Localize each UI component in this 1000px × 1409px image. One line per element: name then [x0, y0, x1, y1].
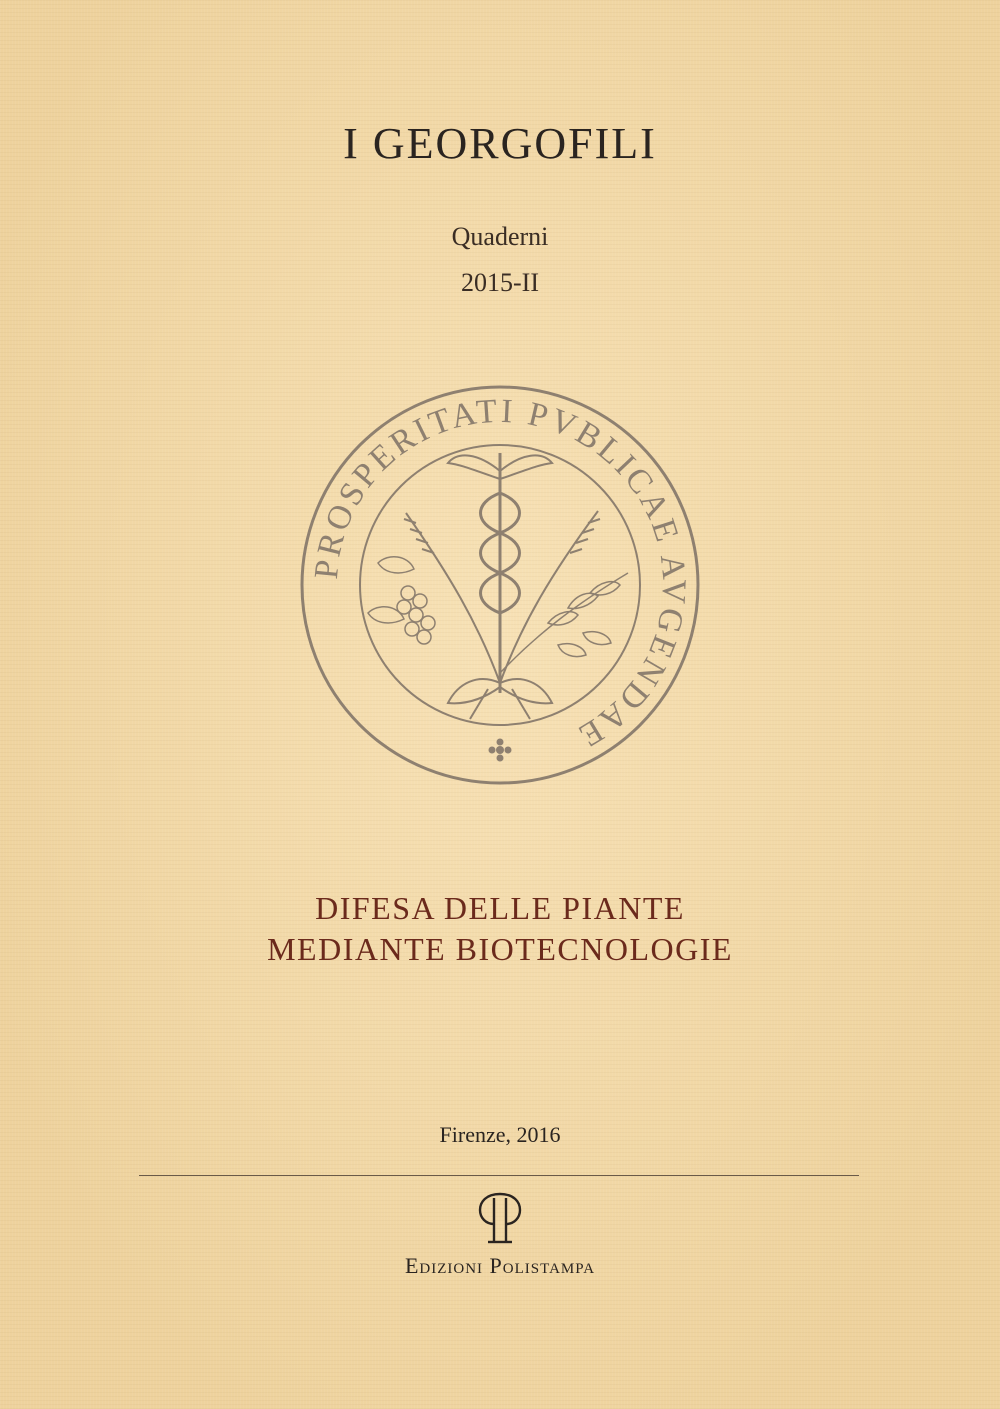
series-title: I GEORGOFILI — [343, 119, 657, 168]
divider-rule — [139, 1175, 859, 1176]
academy-seal-icon — [298, 383, 702, 787]
seal-motto: PROSPERITATI PVBLICAE AVGENDAE — [307, 392, 693, 756]
issue-number: 2015-II — [461, 268, 539, 297]
book-title-line2: MEDIANTE BIOTECNOLOGIE — [267, 931, 733, 967]
publisher-name: Edizioni Polistampa — [404, 1253, 596, 1278]
book-title-line1: DIFESA DELLE PIANTE — [315, 890, 685, 926]
series-subtitle: Quaderni — [451, 222, 549, 251]
polistampa-logo-icon — [474, 1190, 526, 1246]
place-date: Firenze, 2016 — [439, 1122, 561, 1147]
